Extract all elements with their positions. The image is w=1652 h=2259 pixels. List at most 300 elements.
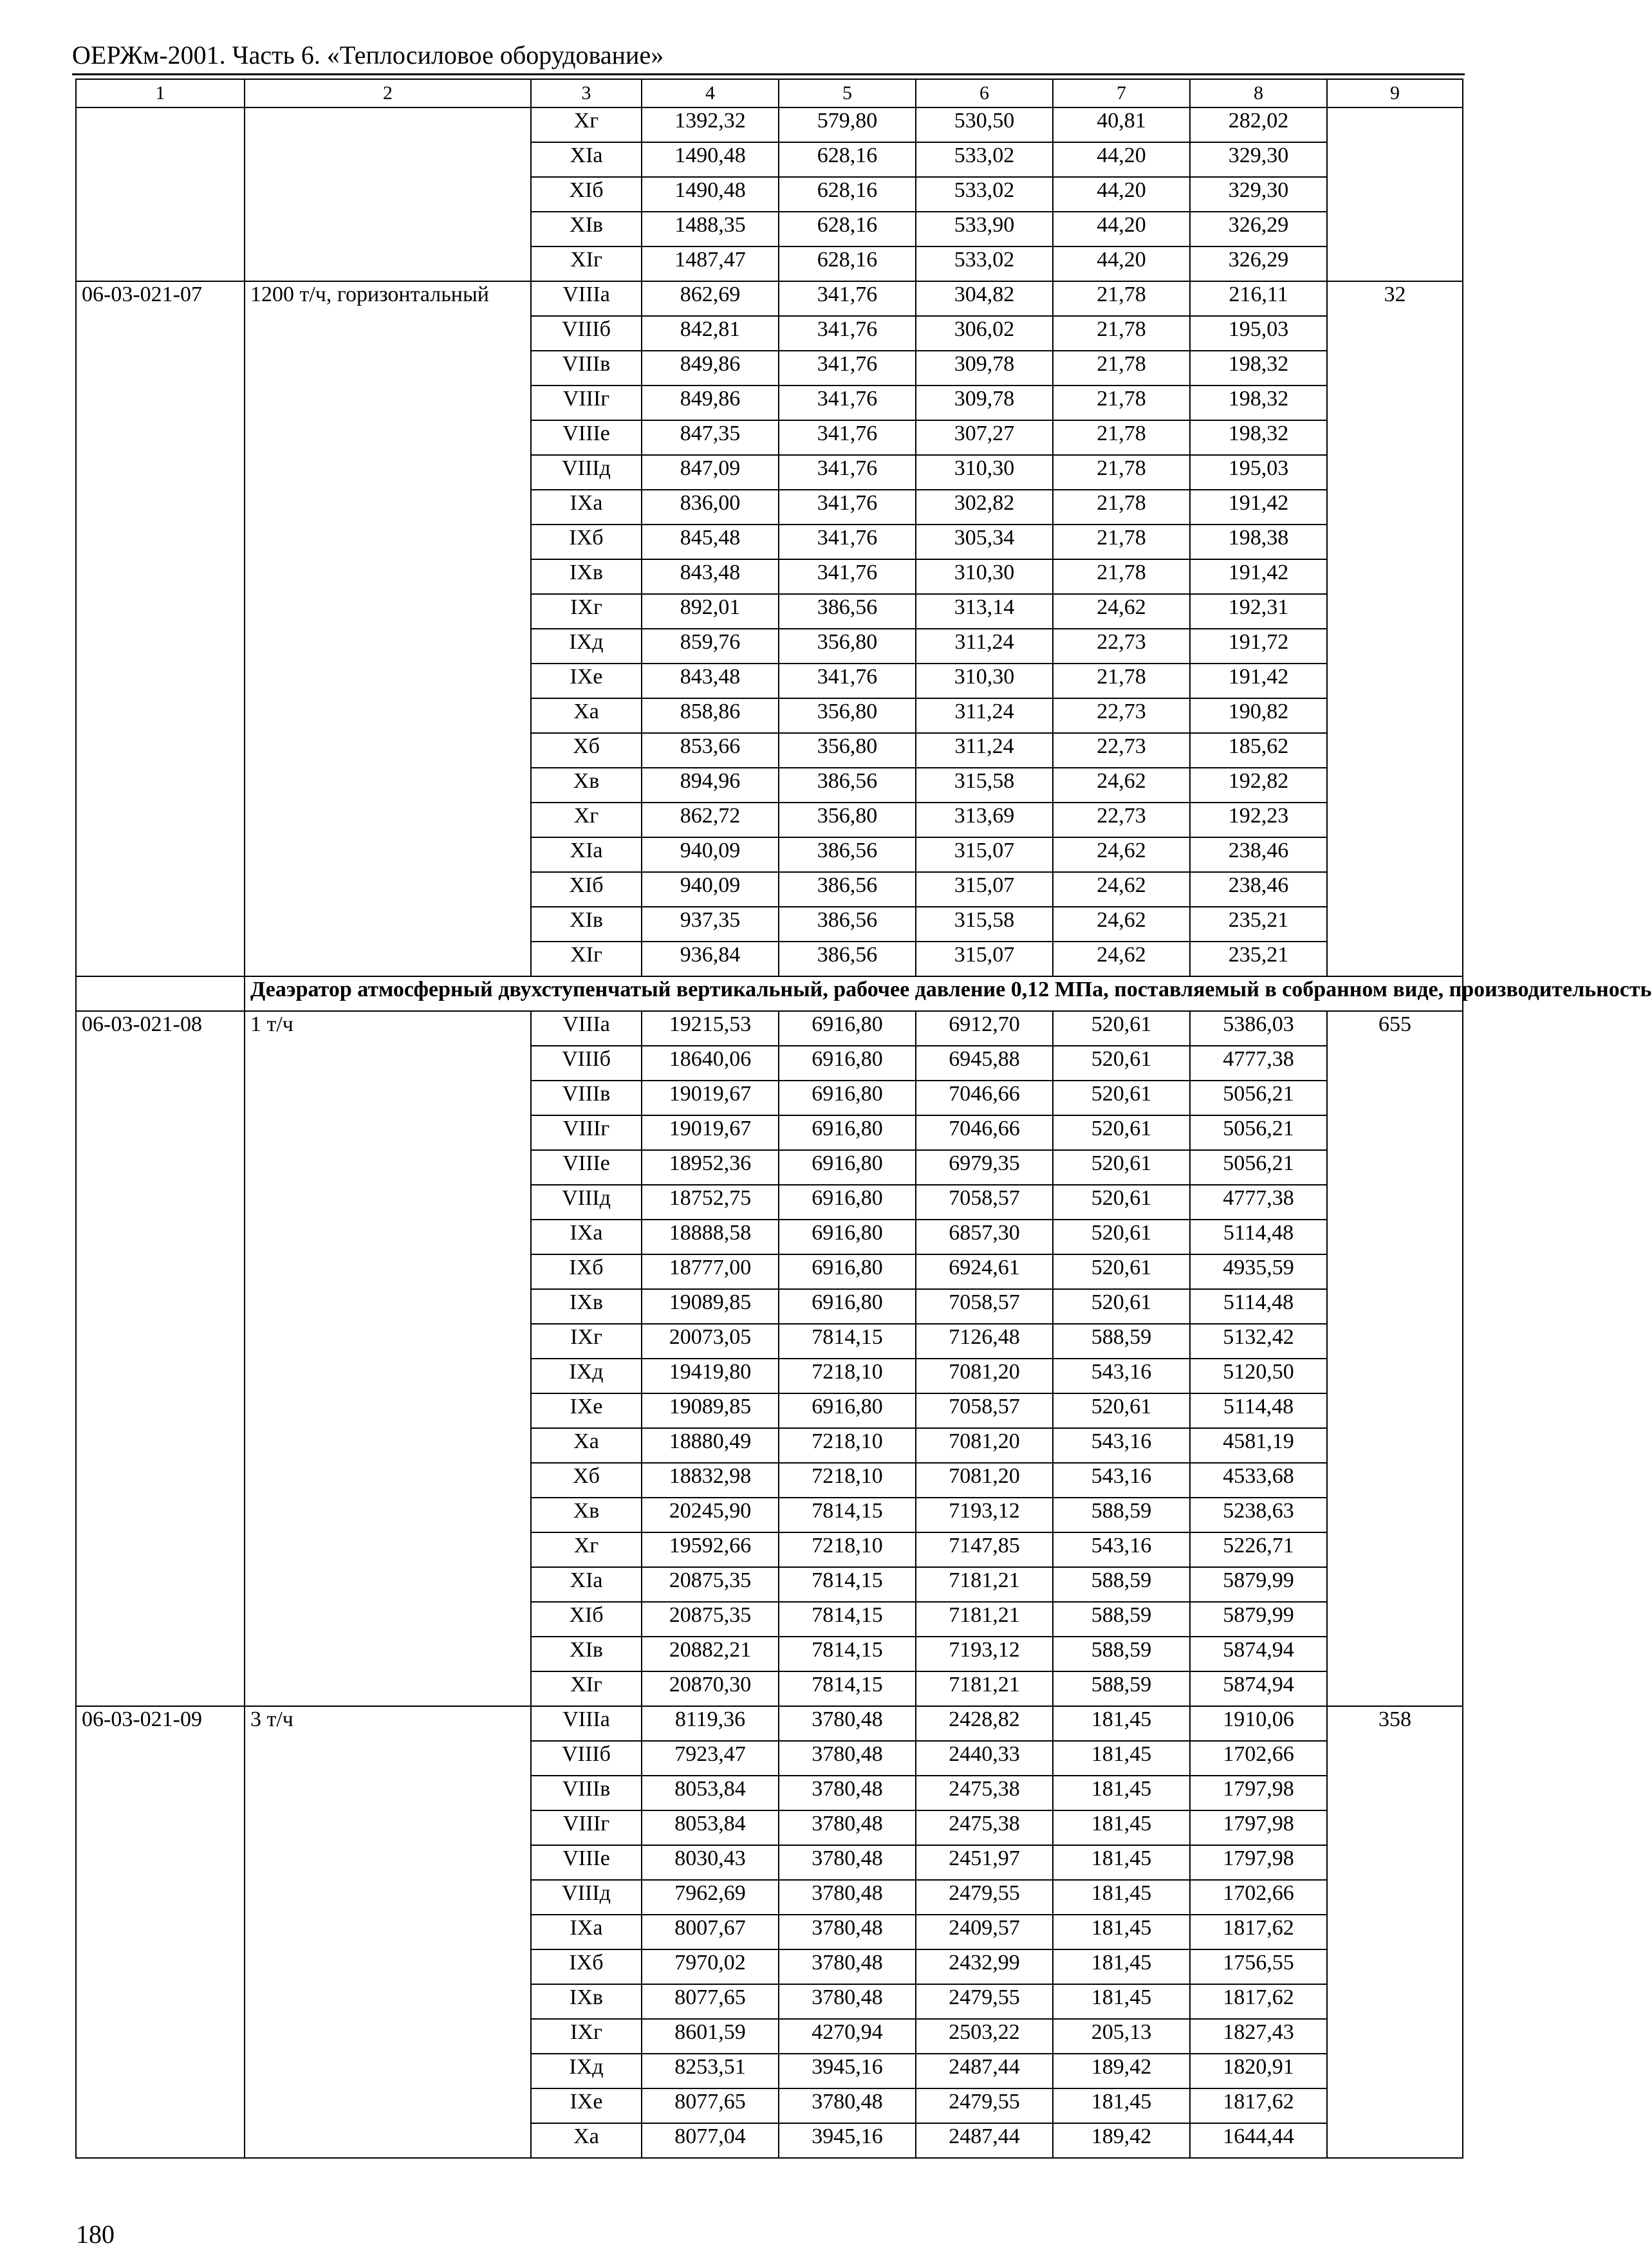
value-cell: 24,62: [1053, 768, 1190, 803]
value-cell: 21,78: [1053, 490, 1190, 525]
value-cell: 181,45: [1053, 1949, 1190, 1984]
zone-cell: IXе: [531, 1393, 642, 1428]
value-cell: 7147,85: [916, 1532, 1053, 1567]
zone-cell: IXг: [531, 594, 642, 629]
labor-norm-cell: 655: [1327, 1011, 1463, 1706]
value-cell: 849,86: [642, 386, 779, 420]
value-cell: 189,42: [1053, 2123, 1190, 2158]
value-cell: 8601,59: [642, 2019, 779, 2054]
value-cell: 44,20: [1053, 177, 1190, 212]
value-cell: 310,30: [916, 559, 1053, 594]
value-cell: 533,02: [916, 246, 1053, 281]
value-cell: 6916,80: [779, 1393, 916, 1428]
value-cell: 6979,35: [916, 1150, 1053, 1185]
zone-cell: Xв: [531, 1498, 642, 1532]
value-cell: 315,58: [916, 907, 1053, 942]
value-cell: 588,59: [1053, 1637, 1190, 1671]
zone-cell: IXд: [531, 629, 642, 664]
value-cell: 44,20: [1053, 246, 1190, 281]
zone-cell: IXе: [531, 2088, 642, 2123]
zone-cell: XIа: [531, 837, 642, 872]
value-cell: 21,78: [1053, 351, 1190, 386]
value-cell: 6916,80: [779, 1185, 916, 1220]
zone-cell: XIб: [531, 177, 642, 212]
value-cell: 22,73: [1053, 733, 1190, 768]
value-cell: 3945,16: [779, 2123, 916, 2158]
column-number: 6: [916, 79, 1053, 107]
zone-cell: IXе: [531, 664, 642, 698]
zone-cell: IXб: [531, 1254, 642, 1289]
value-cell: 326,29: [1190, 212, 1327, 246]
value-cell: 7058,57: [916, 1185, 1053, 1220]
value-cell: 198,38: [1190, 525, 1327, 559]
value-cell: 588,59: [1053, 1498, 1190, 1532]
zone-cell: VIIIг: [531, 1810, 642, 1845]
zone-cell: XIб: [531, 1602, 642, 1637]
column-number: 5: [779, 79, 916, 107]
value-cell: 44,20: [1053, 142, 1190, 177]
zone-cell: VIIIб: [531, 1046, 642, 1081]
value-cell: 7970,02: [642, 1949, 779, 1984]
value-cell: 520,61: [1053, 1289, 1190, 1324]
value-cell: 356,80: [779, 629, 916, 664]
value-cell: 311,24: [916, 733, 1053, 768]
value-cell: 18752,75: [642, 1185, 779, 1220]
value-cell: 1797,98: [1190, 1845, 1327, 1880]
value-cell: 356,80: [779, 803, 916, 837]
value-cell: 386,56: [779, 907, 916, 942]
value-cell: 195,03: [1190, 455, 1327, 490]
value-cell: 2487,44: [916, 2054, 1053, 2088]
value-cell: 7814,15: [779, 1637, 916, 1671]
value-cell: 341,76: [779, 386, 916, 420]
value-cell: 309,78: [916, 351, 1053, 386]
zone-cell: VIIIв: [531, 351, 642, 386]
value-cell: 628,16: [779, 246, 916, 281]
value-cell: 3780,48: [779, 1776, 916, 1810]
value-cell: 341,76: [779, 525, 916, 559]
zone-cell: VIIIа: [531, 1706, 642, 1741]
value-cell: 5056,21: [1190, 1081, 1327, 1115]
value-cell: 341,76: [779, 351, 916, 386]
value-cell: 1702,66: [1190, 1741, 1327, 1776]
value-cell: 8030,43: [642, 1845, 779, 1880]
value-cell: 6916,80: [779, 1115, 916, 1150]
value-cell: 24,62: [1053, 594, 1190, 629]
value-cell: 3780,48: [779, 1880, 916, 1915]
value-cell: 205,13: [1053, 2019, 1190, 2054]
value-cell: 191,72: [1190, 629, 1327, 664]
value-cell: 20245,90: [642, 1498, 779, 1532]
value-cell: 7058,57: [916, 1289, 1053, 1324]
value-cell: 315,07: [916, 837, 1053, 872]
value-cell: 216,11: [1190, 281, 1327, 316]
value-cell: 19419,80: [642, 1359, 779, 1393]
value-cell: 2428,82: [916, 1706, 1053, 1741]
zone-cell: VIIIе: [531, 1845, 642, 1880]
zone-cell: VIIIг: [531, 386, 642, 420]
value-cell: 20882,21: [642, 1637, 779, 1671]
value-cell: 341,76: [779, 455, 916, 490]
value-cell: 6916,80: [779, 1046, 916, 1081]
value-cell: 6857,30: [916, 1220, 1053, 1254]
value-cell: 7218,10: [779, 1532, 916, 1567]
value-cell: 238,46: [1190, 837, 1327, 872]
value-cell: 588,59: [1053, 1602, 1190, 1637]
value-cell: 2451,97: [916, 1845, 1053, 1880]
value-cell: 18952,36: [642, 1150, 779, 1185]
value-cell: 341,76: [779, 316, 916, 351]
value-cell: 845,48: [642, 525, 779, 559]
value-cell: 341,76: [779, 281, 916, 316]
zone-cell: IXб: [531, 1949, 642, 1984]
value-cell: 533,02: [916, 177, 1053, 212]
value-cell: 192,23: [1190, 803, 1327, 837]
value-cell: 181,45: [1053, 1706, 1190, 1741]
value-cell: 3780,48: [779, 1949, 916, 1984]
value-cell: 7081,20: [916, 1428, 1053, 1463]
value-cell: 894,96: [642, 768, 779, 803]
value-cell: 282,02: [1190, 107, 1327, 142]
value-cell: 195,03: [1190, 316, 1327, 351]
value-cell: 628,16: [779, 212, 916, 246]
value-cell: 7181,21: [916, 1602, 1053, 1637]
value-cell: 198,32: [1190, 420, 1327, 455]
equipment-name-cell: [245, 107, 531, 281]
value-cell: 6945,88: [916, 1046, 1053, 1081]
value-cell: 2475,38: [916, 1776, 1053, 1810]
value-cell: 5114,48: [1190, 1393, 1327, 1428]
value-cell: 192,82: [1190, 768, 1327, 803]
zone-cell: Xа: [531, 2123, 642, 2158]
zone-cell: IXв: [531, 1289, 642, 1324]
zone-cell: VIIIе: [531, 420, 642, 455]
value-cell: 7193,12: [916, 1498, 1053, 1532]
value-cell: 5874,94: [1190, 1671, 1327, 1706]
column-number: 4: [642, 79, 779, 107]
value-cell: 940,09: [642, 872, 779, 907]
value-cell: 189,42: [1053, 2054, 1190, 2088]
value-cell: 7814,15: [779, 1324, 916, 1359]
value-cell: 5874,94: [1190, 1637, 1327, 1671]
value-cell: 936,84: [642, 942, 779, 976]
value-cell: 21,78: [1053, 420, 1190, 455]
zone-cell: Xв: [531, 768, 642, 803]
value-cell: 181,45: [1053, 1810, 1190, 1845]
value-cell: 341,76: [779, 420, 916, 455]
value-cell: 530,50: [916, 107, 1053, 142]
zone-cell: IXд: [531, 1359, 642, 1393]
value-cell: 341,76: [779, 559, 916, 594]
value-cell: 3780,48: [779, 1706, 916, 1741]
value-cell: 21,78: [1053, 559, 1190, 594]
value-cell: 21,78: [1053, 281, 1190, 316]
zone-cell: XIв: [531, 212, 642, 246]
value-cell: 313,14: [916, 594, 1053, 629]
value-cell: 5879,99: [1190, 1602, 1327, 1637]
value-cell: 520,61: [1053, 1185, 1190, 1220]
value-cell: 5114,48: [1190, 1289, 1327, 1324]
value-cell: 7058,57: [916, 1393, 1053, 1428]
value-cell: 356,80: [779, 698, 916, 733]
value-cell: 20073,05: [642, 1324, 779, 1359]
column-number: 8: [1190, 79, 1327, 107]
value-cell: 520,61: [1053, 1254, 1190, 1289]
value-cell: 341,76: [779, 664, 916, 698]
value-cell: 520,61: [1053, 1046, 1190, 1081]
value-cell: 8077,04: [642, 2123, 779, 2158]
value-cell: 4935,59: [1190, 1254, 1327, 1289]
value-cell: 2487,44: [916, 2123, 1053, 2158]
value-cell: 356,80: [779, 733, 916, 768]
value-cell: 836,00: [642, 490, 779, 525]
value-cell: 5120,50: [1190, 1359, 1327, 1393]
zone-cell: IXг: [531, 2019, 642, 2054]
value-cell: 940,09: [642, 837, 779, 872]
column-number: 9: [1327, 79, 1463, 107]
value-cell: 1797,98: [1190, 1776, 1327, 1810]
zone-cell: VIIIд: [531, 1880, 642, 1915]
table-row: [76, 1011, 1463, 1046]
value-cell: 2409,57: [916, 1915, 1053, 1949]
value-cell: 4777,38: [1190, 1185, 1327, 1220]
column-number: 3: [531, 79, 642, 107]
value-cell: 235,21: [1190, 907, 1327, 942]
value-cell: 181,45: [1053, 2088, 1190, 2123]
zone-cell: IXа: [531, 490, 642, 525]
rate-code-cell: [76, 107, 245, 281]
labor-norm-cell: [1327, 107, 1463, 281]
value-cell: 1817,62: [1190, 1984, 1327, 2019]
value-cell: 1820,91: [1190, 2054, 1327, 2088]
value-cell: 628,16: [779, 177, 916, 212]
value-cell: 3780,48: [779, 1984, 916, 2019]
value-cell: 181,45: [1053, 1845, 1190, 1880]
value-cell: 191,42: [1190, 664, 1327, 698]
value-cell: 3780,48: [779, 2088, 916, 2123]
value-cell: 5226,71: [1190, 1532, 1327, 1567]
value-cell: 533,90: [916, 212, 1053, 246]
value-cell: 21,78: [1053, 525, 1190, 559]
value-cell: 520,61: [1053, 1081, 1190, 1115]
zone-cell: VIIIб: [531, 1741, 642, 1776]
value-cell: 6916,80: [779, 1254, 916, 1289]
value-cell: 1910,06: [1190, 1706, 1327, 1741]
value-cell: 2479,55: [916, 2088, 1053, 2123]
value-cell: 7081,20: [916, 1359, 1053, 1393]
value-cell: 842,81: [642, 316, 779, 351]
value-cell: 21,78: [1053, 316, 1190, 351]
value-cell: 8053,84: [642, 1776, 779, 1810]
zone-cell: IXа: [531, 1220, 642, 1254]
zone-cell: VIIIв: [531, 1776, 642, 1810]
zone-cell: XIг: [531, 246, 642, 281]
zone-cell: IXб: [531, 525, 642, 559]
value-cell: 185,62: [1190, 733, 1327, 768]
value-cell: 24,62: [1053, 942, 1190, 976]
value-cell: 7218,10: [779, 1359, 916, 1393]
value-cell: 7126,48: [916, 1324, 1053, 1359]
value-cell: 7046,66: [916, 1081, 1053, 1115]
column-number-row: [76, 79, 1463, 107]
value-cell: 302,82: [916, 490, 1053, 525]
value-cell: 3780,48: [779, 1915, 916, 1949]
value-cell: 2440,33: [916, 1741, 1053, 1776]
value-cell: 310,30: [916, 455, 1053, 490]
value-cell: 22,73: [1053, 698, 1190, 733]
value-cell: 1756,55: [1190, 1949, 1327, 1984]
value-cell: 386,56: [779, 768, 916, 803]
value-cell: 19089,85: [642, 1393, 779, 1428]
section-code-cell: [76, 976, 245, 1011]
value-cell: 1644,44: [1190, 2123, 1327, 2158]
value-cell: 3780,48: [779, 1741, 916, 1776]
zone-cell: IXд: [531, 2054, 642, 2088]
value-cell: 21,78: [1053, 664, 1190, 698]
value-cell: 191,42: [1190, 490, 1327, 525]
value-cell: 309,78: [916, 386, 1053, 420]
value-cell: 628,16: [779, 142, 916, 177]
zone-cell: Xа: [531, 1428, 642, 1463]
zone-cell: XIг: [531, 942, 642, 976]
zone-cell: Xа: [531, 698, 642, 733]
value-cell: 1490,48: [642, 142, 779, 177]
value-cell: 843,48: [642, 559, 779, 594]
value-cell: 18888,58: [642, 1220, 779, 1254]
zone-cell: VIIIб: [531, 316, 642, 351]
value-cell: 5132,42: [1190, 1324, 1327, 1359]
value-cell: 315,07: [916, 872, 1053, 907]
value-cell: 5238,63: [1190, 1498, 1327, 1532]
value-cell: 19019,67: [642, 1115, 779, 1150]
rate-code-cell: 06-03-021-08: [76, 1011, 245, 1706]
value-cell: 1817,62: [1190, 2088, 1327, 2123]
value-cell: 329,30: [1190, 177, 1327, 212]
equipment-name-cell: 1200 т/ч, горизонтальный: [245, 281, 531, 976]
value-cell: 181,45: [1053, 1776, 1190, 1810]
value-cell: 6916,80: [779, 1220, 916, 1254]
value-cell: 588,59: [1053, 1567, 1190, 1602]
value-cell: 190,82: [1190, 698, 1327, 733]
value-cell: 18777,00: [642, 1254, 779, 1289]
value-cell: 849,86: [642, 351, 779, 386]
value-cell: 20875,35: [642, 1602, 779, 1637]
header-divider: [72, 73, 1465, 75]
labor-norm-cell: 358: [1327, 1706, 1463, 2158]
value-cell: 304,82: [916, 281, 1053, 316]
zone-cell: Xг: [531, 107, 642, 142]
value-cell: 4777,38: [1190, 1046, 1327, 1081]
value-cell: 305,34: [916, 525, 1053, 559]
value-cell: 7181,21: [916, 1671, 1053, 1706]
value-cell: 8077,65: [642, 2088, 779, 2123]
value-cell: 7081,20: [916, 1463, 1053, 1498]
value-cell: 7962,69: [642, 1880, 779, 1915]
value-cell: 19592,66: [642, 1532, 779, 1567]
value-cell: 311,24: [916, 698, 1053, 733]
value-cell: 2479,55: [916, 1984, 1053, 2019]
value-cell: 543,16: [1053, 1532, 1190, 1567]
value-cell: 181,45: [1053, 1741, 1190, 1776]
value-cell: 329,30: [1190, 142, 1327, 177]
value-cell: 543,16: [1053, 1463, 1190, 1498]
value-cell: 181,45: [1053, 1880, 1190, 1915]
labor-norm-cell: 32: [1327, 281, 1463, 976]
value-cell: 858,86: [642, 698, 779, 733]
value-cell: 1702,66: [1190, 1880, 1327, 1915]
value-cell: 588,59: [1053, 1671, 1190, 1706]
value-cell: 2479,55: [916, 1880, 1053, 1915]
value-cell: 543,16: [1053, 1359, 1190, 1393]
table-row: [76, 1706, 1463, 1741]
table-body: [76, 79, 1652, 2158]
value-cell: 7193,12: [916, 1637, 1053, 1671]
value-cell: 19019,67: [642, 1081, 779, 1115]
value-cell: 579,80: [779, 107, 916, 142]
value-cell: 8119,36: [642, 1706, 779, 1741]
value-cell: 8253,51: [642, 2054, 779, 2088]
value-cell: 6916,80: [779, 1011, 916, 1046]
zone-cell: IXг: [531, 1324, 642, 1359]
value-cell: 18640,06: [642, 1046, 779, 1081]
table-row: [76, 281, 1463, 316]
zone-cell: XIб: [531, 872, 642, 907]
value-cell: 5114,48: [1190, 1220, 1327, 1254]
value-cell: 235,21: [1190, 942, 1327, 976]
value-cell: 19215,53: [642, 1011, 779, 1046]
section-row: [76, 976, 1463, 1011]
equipment-name-cell: 1 т/ч: [245, 1011, 531, 1706]
value-cell: 21,78: [1053, 455, 1190, 490]
value-cell: 520,61: [1053, 1011, 1190, 1046]
zone-cell: VIIIг: [531, 1115, 642, 1150]
value-cell: 6916,80: [779, 1289, 916, 1324]
value-cell: 386,56: [779, 942, 916, 976]
rate-code-cell: 06-03-021-07: [76, 281, 245, 976]
value-cell: 1392,32: [642, 107, 779, 142]
zone-cell: IXа: [531, 1915, 642, 1949]
value-cell: 20870,30: [642, 1671, 779, 1706]
value-cell: 24,62: [1053, 872, 1190, 907]
table-row: [76, 107, 1463, 142]
value-cell: 198,32: [1190, 386, 1327, 420]
value-cell: 853,66: [642, 733, 779, 768]
value-cell: 8077,65: [642, 1984, 779, 2019]
page-number: 180: [76, 2220, 115, 2249]
value-cell: 7923,47: [642, 1741, 779, 1776]
value-cell: 3780,48: [779, 1845, 916, 1880]
column-number: 1: [76, 79, 245, 107]
value-cell: 2432,99: [916, 1949, 1053, 1984]
value-cell: 238,46: [1190, 872, 1327, 907]
value-cell: 847,09: [642, 455, 779, 490]
value-cell: 7814,15: [779, 1498, 916, 1532]
value-cell: 1797,98: [1190, 1810, 1327, 1845]
value-cell: 7814,15: [779, 1567, 916, 1602]
value-cell: 5056,21: [1190, 1115, 1327, 1150]
value-cell: 19089,85: [642, 1289, 779, 1324]
zone-cell: VIIIа: [531, 281, 642, 316]
value-cell: 315,58: [916, 768, 1053, 803]
value-cell: 18832,98: [642, 1463, 779, 1498]
zone-cell: XIг: [531, 1671, 642, 1706]
value-cell: 18880,49: [642, 1428, 779, 1463]
value-cell: 311,24: [916, 629, 1053, 664]
value-cell: 520,61: [1053, 1115, 1190, 1150]
value-cell: 22,73: [1053, 803, 1190, 837]
value-cell: 2503,22: [916, 2019, 1053, 2054]
value-cell: 306,02: [916, 316, 1053, 351]
